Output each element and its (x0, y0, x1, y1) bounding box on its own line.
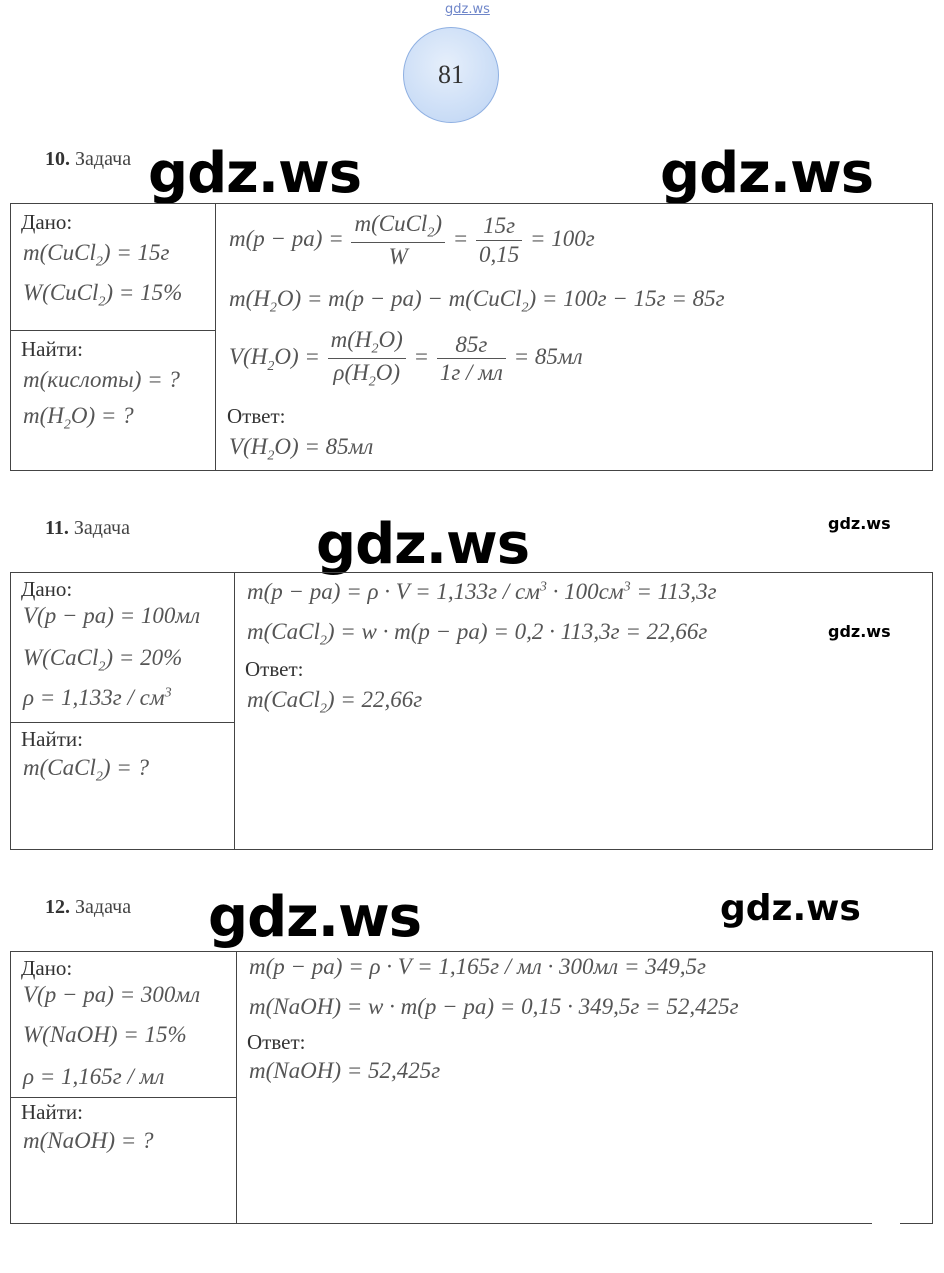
find-value: m(CaCl$_2$) = ? (23, 755, 150, 785)
task-12-number: 12. (45, 896, 70, 918)
find-section (11, 722, 235, 849)
given-label: Дано: (21, 210, 73, 234)
top-watermark-link[interactable]: gdz.ws (445, 2, 490, 17)
watermark: gdz.ws (660, 141, 874, 206)
given-value: V(p − pa) = 100мл (23, 603, 201, 628)
given-value: $\rho = 1,133г / см^3$ (23, 685, 172, 710)
solution-line: $V(H_2O)$ = $\frac{m(H_2O)}{\rho(H_2O)}$ = $\frac{85г}{1г / мл}$ = 85мл (229, 327, 583, 390)
task-11-table (10, 572, 933, 850)
task-11-title: Задача (73, 517, 130, 539)
find-value: $m(H_2O)$ = ? (23, 403, 134, 433)
given-value: m(CuCl$_2$) = 15г (23, 240, 170, 270)
solution-line: m(CaCl$_2$) = w · m(p − pa) = 0,2 · 113,3г = 22,66г (247, 619, 708, 649)
answer-value: $V(H_2O) = 85мл$ (229, 434, 374, 464)
watermark: gdz.ws (828, 514, 891, 533)
watermark: gdz.ws (316, 512, 530, 577)
border-gap (872, 1218, 900, 1228)
given-value: W(CuCl$_2$) = 15% (23, 280, 183, 310)
given-label: Дано: (21, 956, 73, 980)
given-section (11, 204, 216, 330)
solution-line: m(p − pa) = ρ · V = 1,165г / мл · 300мл = 349,5г (249, 954, 706, 979)
find-value: m(кислоты) = ? (23, 367, 180, 392)
given-value: ρ = 1,165г / мл (23, 1064, 165, 1089)
watermark: gdz.ws (208, 885, 422, 950)
find-section (11, 330, 216, 470)
find-label: Найти: (21, 1100, 83, 1124)
task-11-number: 11. (45, 517, 69, 539)
given-value: W(NaOH) = 15% (23, 1022, 187, 1047)
given-value: V(p − pa) = 300мл (23, 982, 201, 1007)
watermark: gdz.ws (828, 622, 891, 641)
given-value: W(CaCl$_2$) = 20% (23, 645, 183, 675)
find-label: Найти: (21, 337, 83, 361)
task-10-number: 10. (45, 148, 70, 170)
find-value: m(NaOH) = ? (23, 1128, 154, 1153)
page-number-badge (403, 27, 499, 123)
task-12-table (10, 951, 933, 1224)
answer-label: Ответ: (245, 657, 304, 681)
find-section (11, 1097, 237, 1223)
page-number: 81 (438, 60, 464, 89)
task-12-title: Задача (75, 896, 132, 918)
answer-label: Ответ: (247, 1030, 306, 1054)
solution-line: $m(p - pa) = \rho \cdot V = 1,133г / см^3 \cdot 100см^3 = 113,3г$ (247, 579, 717, 604)
given-section (11, 952, 237, 1097)
given-label: Дано: (21, 577, 73, 601)
solution-line: m(p − pa) = $\frac{m(CuCl_2)}{W}$ = $\frac{15г}{0,15}$ = 100г (229, 211, 595, 270)
task-11-heading (45, 517, 130, 540)
task-10-title: Задача (75, 148, 132, 170)
given-section (11, 573, 235, 722)
watermark: gdz.ws (720, 888, 861, 929)
task-10-heading (45, 148, 131, 171)
answer-label: Ответ: (227, 404, 286, 428)
find-label: Найти: (21, 727, 83, 751)
answer-value: m(NaOH) = 52,425г (249, 1058, 441, 1083)
watermark: gdz.ws (148, 141, 362, 206)
answer-value: m(CaCl$_2$) = 22,66г (247, 687, 423, 717)
solution-line: m(NaOH) = w · m(p − pa) = 0,15 · 349,5г = 52,425г (249, 994, 739, 1019)
solution-line: $m(H_2O) = m(p - pa)$ − m(CuCl$_2$) = 100г − 15г = 85г (229, 286, 725, 316)
task-12-heading (45, 896, 131, 919)
task-10-table (10, 203, 933, 471)
